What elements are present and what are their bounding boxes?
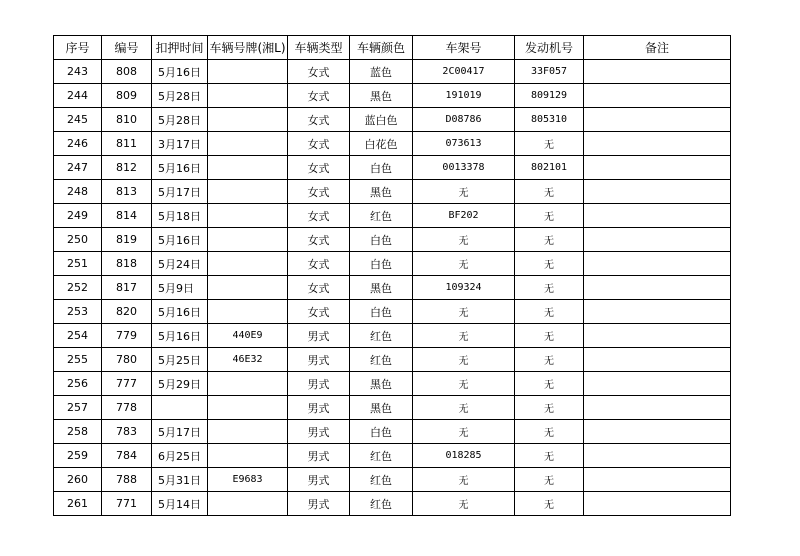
- cell-seize-date: 5月28日: [152, 108, 208, 132]
- cell-frame-no: 018285: [413, 444, 515, 468]
- cell-code: 780: [102, 348, 152, 372]
- cell-serial: 253: [54, 300, 102, 324]
- cell-color: 蓝色: [350, 60, 413, 84]
- cell-plate: [208, 180, 288, 204]
- cell-remark: [584, 444, 731, 468]
- table-row: [54, 108, 731, 132]
- cell-seize-date: 5月9日: [152, 276, 208, 300]
- cell-plate: [208, 108, 288, 132]
- cell-plate: [208, 228, 288, 252]
- cell-frame-no: 0013378: [413, 156, 515, 180]
- cell-seize-date: 5月16日: [152, 156, 208, 180]
- cell-color: 白色: [350, 156, 413, 180]
- cell-remark: [584, 492, 731, 516]
- cell-type: 女式: [288, 156, 350, 180]
- cell-code: 777: [102, 372, 152, 396]
- cell-code: 812: [102, 156, 152, 180]
- cell-type: 女式: [288, 132, 350, 156]
- table-row: [54, 396, 731, 420]
- cell-serial: 246: [54, 132, 102, 156]
- cell-plate: [208, 204, 288, 228]
- cell-frame-no: 无: [413, 348, 515, 372]
- cell-color: 红色: [350, 348, 413, 372]
- table-row: [54, 204, 731, 228]
- cell-seize-date: 5月16日: [152, 324, 208, 348]
- table-row: [54, 84, 731, 108]
- cell-code: 814: [102, 204, 152, 228]
- cell-seize-date: 5月17日: [152, 420, 208, 444]
- table-row: [54, 300, 731, 324]
- cell-type: 男式: [288, 348, 350, 372]
- cell-serial: 249: [54, 204, 102, 228]
- cell-serial: 258: [54, 420, 102, 444]
- cell-seize-date: 5月18日: [152, 204, 208, 228]
- cell-engine-no: 无: [515, 276, 584, 300]
- cell-color: 白花色: [350, 132, 413, 156]
- cell-seize-date: 5月17日: [152, 180, 208, 204]
- table-row: [54, 60, 731, 84]
- cell-frame-no: 无: [413, 396, 515, 420]
- cell-frame-no: BF202: [413, 204, 515, 228]
- header-remark: 备注: [584, 36, 731, 60]
- cell-remark: [584, 84, 731, 108]
- cell-engine-no: 无: [515, 180, 584, 204]
- cell-engine-no: 无: [515, 468, 584, 492]
- cell-code: 817: [102, 276, 152, 300]
- cell-type: 男式: [288, 444, 350, 468]
- cell-plate: [208, 492, 288, 516]
- cell-frame-no: 无: [413, 252, 515, 276]
- cell-remark: [584, 420, 731, 444]
- cell-frame-no: 073613: [413, 132, 515, 156]
- cell-type: 男式: [288, 492, 350, 516]
- cell-code: 819: [102, 228, 152, 252]
- header-seize-date: 扣押时间: [152, 36, 208, 60]
- cell-engine-no: 无: [515, 372, 584, 396]
- cell-color: 黑色: [350, 84, 413, 108]
- cell-color: 白色: [350, 300, 413, 324]
- header-code: 编号: [102, 36, 152, 60]
- cell-seize-date: 5月25日: [152, 348, 208, 372]
- table-body: [54, 60, 731, 516]
- cell-remark: [584, 372, 731, 396]
- cell-seize-date: 5月31日: [152, 468, 208, 492]
- cell-code: 779: [102, 324, 152, 348]
- cell-seize-date: 5月28日: [152, 84, 208, 108]
- cell-plate: 440E9: [208, 324, 288, 348]
- cell-serial: 248: [54, 180, 102, 204]
- cell-code: 818: [102, 252, 152, 276]
- cell-seize-date: 5月29日: [152, 372, 208, 396]
- cell-frame-no: 191019: [413, 84, 515, 108]
- cell-color: 蓝白色: [350, 108, 413, 132]
- cell-type: 男式: [288, 420, 350, 444]
- cell-type: 男式: [288, 372, 350, 396]
- cell-serial: 243: [54, 60, 102, 84]
- cell-code: 810: [102, 108, 152, 132]
- table-row: [54, 156, 731, 180]
- cell-code: 811: [102, 132, 152, 156]
- cell-type: 女式: [288, 300, 350, 324]
- cell-code: 820: [102, 300, 152, 324]
- cell-plate: [208, 132, 288, 156]
- table-row: [54, 228, 731, 252]
- cell-remark: [584, 108, 731, 132]
- cell-code: 813: [102, 180, 152, 204]
- cell-remark: [584, 132, 731, 156]
- table-row: [54, 132, 731, 156]
- table-row: [54, 276, 731, 300]
- cell-type: 男式: [288, 396, 350, 420]
- cell-type: 男式: [288, 468, 350, 492]
- table-row: [54, 372, 731, 396]
- cell-color: 红色: [350, 204, 413, 228]
- cell-color: 黑色: [350, 180, 413, 204]
- header-color: 车辆颜色: [350, 36, 413, 60]
- cell-color: 黑色: [350, 372, 413, 396]
- table-row: [54, 252, 731, 276]
- cell-serial: 256: [54, 372, 102, 396]
- cell-engine-no: 无: [515, 324, 584, 348]
- cell-engine-no: 无: [515, 420, 584, 444]
- cell-remark: [584, 60, 731, 84]
- cell-type: 男式: [288, 324, 350, 348]
- header-frame-no: 车架号: [413, 36, 515, 60]
- cell-plate: [208, 84, 288, 108]
- cell-code: 778: [102, 396, 152, 420]
- header-type: 车辆类型: [288, 36, 350, 60]
- table-row: [54, 348, 731, 372]
- cell-serial: 255: [54, 348, 102, 372]
- header-plate: 车辆号牌(湘L): [208, 36, 288, 60]
- cell-plate: [208, 396, 288, 420]
- cell-engine-no: 33F057: [515, 60, 584, 84]
- cell-code: 788: [102, 468, 152, 492]
- cell-frame-no: 无: [413, 324, 515, 348]
- cell-engine-no: 802101: [515, 156, 584, 180]
- cell-plate: 46E32: [208, 348, 288, 372]
- cell-engine-no: 无: [515, 348, 584, 372]
- cell-frame-no: 无: [413, 468, 515, 492]
- cell-code: 808: [102, 60, 152, 84]
- cell-engine-no: 无: [515, 132, 584, 156]
- cell-plate: [208, 420, 288, 444]
- table-row: [54, 324, 731, 348]
- cell-remark: [584, 348, 731, 372]
- cell-serial: 245: [54, 108, 102, 132]
- cell-frame-no: 无: [413, 420, 515, 444]
- cell-color: 白色: [350, 252, 413, 276]
- cell-remark: [584, 276, 731, 300]
- cell-plate: [208, 156, 288, 180]
- cell-type: 女式: [288, 204, 350, 228]
- cell-serial: 252: [54, 276, 102, 300]
- cell-frame-no: 无: [413, 300, 515, 324]
- cell-color: 白色: [350, 420, 413, 444]
- cell-code: 809: [102, 84, 152, 108]
- cell-plate: E9683: [208, 468, 288, 492]
- cell-frame-no: D08786: [413, 108, 515, 132]
- cell-frame-no: 无: [413, 492, 515, 516]
- cell-seize-date: 5月24日: [152, 252, 208, 276]
- cell-color: 红色: [350, 468, 413, 492]
- table-row: [54, 420, 731, 444]
- cell-color: 黑色: [350, 396, 413, 420]
- cell-serial: 251: [54, 252, 102, 276]
- cell-remark: [584, 204, 731, 228]
- cell-plate: [208, 444, 288, 468]
- cell-remark: [584, 396, 731, 420]
- cell-engine-no: 无: [515, 204, 584, 228]
- cell-code: 783: [102, 420, 152, 444]
- cell-serial: 250: [54, 228, 102, 252]
- cell-remark: [584, 228, 731, 252]
- cell-engine-no: 无: [515, 228, 584, 252]
- table-row: [54, 492, 731, 516]
- header-row: [54, 36, 731, 60]
- cell-remark: [584, 324, 731, 348]
- cell-remark: [584, 156, 731, 180]
- cell-serial: 257: [54, 396, 102, 420]
- cell-remark: [584, 300, 731, 324]
- cell-remark: [584, 180, 731, 204]
- cell-serial: 260: [54, 468, 102, 492]
- cell-color: 红色: [350, 492, 413, 516]
- vehicle-table: [53, 35, 731, 516]
- cell-color: 白色: [350, 228, 413, 252]
- cell-plate: [208, 372, 288, 396]
- cell-type: 女式: [288, 228, 350, 252]
- cell-serial: 244: [54, 84, 102, 108]
- table-row: [54, 444, 731, 468]
- cell-serial: 254: [54, 324, 102, 348]
- cell-engine-no: 无: [515, 492, 584, 516]
- cell-type: 女式: [288, 180, 350, 204]
- cell-color: 黑色: [350, 276, 413, 300]
- cell-engine-no: 无: [515, 444, 584, 468]
- cell-type: 女式: [288, 276, 350, 300]
- cell-engine-no: 无: [515, 300, 584, 324]
- cell-serial: 247: [54, 156, 102, 180]
- cell-type: 女式: [288, 60, 350, 84]
- cell-seize-date: [152, 396, 208, 420]
- cell-frame-no: 2C00417: [413, 60, 515, 84]
- cell-color: 红色: [350, 444, 413, 468]
- cell-type: 女式: [288, 108, 350, 132]
- cell-type: 女式: [288, 84, 350, 108]
- cell-type: 女式: [288, 252, 350, 276]
- cell-frame-no: 无: [413, 228, 515, 252]
- cell-code: 771: [102, 492, 152, 516]
- cell-seize-date: 6月25日: [152, 444, 208, 468]
- header-serial: 序号: [54, 36, 102, 60]
- cell-seize-date: 5月16日: [152, 228, 208, 252]
- table-row: [54, 180, 731, 204]
- cell-color: 红色: [350, 324, 413, 348]
- table-row: [54, 468, 731, 492]
- cell-engine-no: 无: [515, 252, 584, 276]
- header-engine-no: 发动机号: [515, 36, 584, 60]
- cell-engine-no: 无: [515, 396, 584, 420]
- cell-plate: [208, 276, 288, 300]
- cell-seize-date: 3月17日: [152, 132, 208, 156]
- cell-plate: [208, 300, 288, 324]
- cell-remark: [584, 468, 731, 492]
- cell-seize-date: 5月14日: [152, 492, 208, 516]
- cell-seize-date: 5月16日: [152, 60, 208, 84]
- cell-engine-no: 809129: [515, 84, 584, 108]
- cell-plate: [208, 60, 288, 84]
- cell-frame-no: 无: [413, 180, 515, 204]
- cell-seize-date: 5月16日: [152, 300, 208, 324]
- cell-serial: 261: [54, 492, 102, 516]
- cell-frame-no: 109324: [413, 276, 515, 300]
- cell-engine-no: 805310: [515, 108, 584, 132]
- cell-serial: 259: [54, 444, 102, 468]
- cell-plate: [208, 252, 288, 276]
- cell-code: 784: [102, 444, 152, 468]
- cell-remark: [584, 252, 731, 276]
- cell-frame-no: 无: [413, 372, 515, 396]
